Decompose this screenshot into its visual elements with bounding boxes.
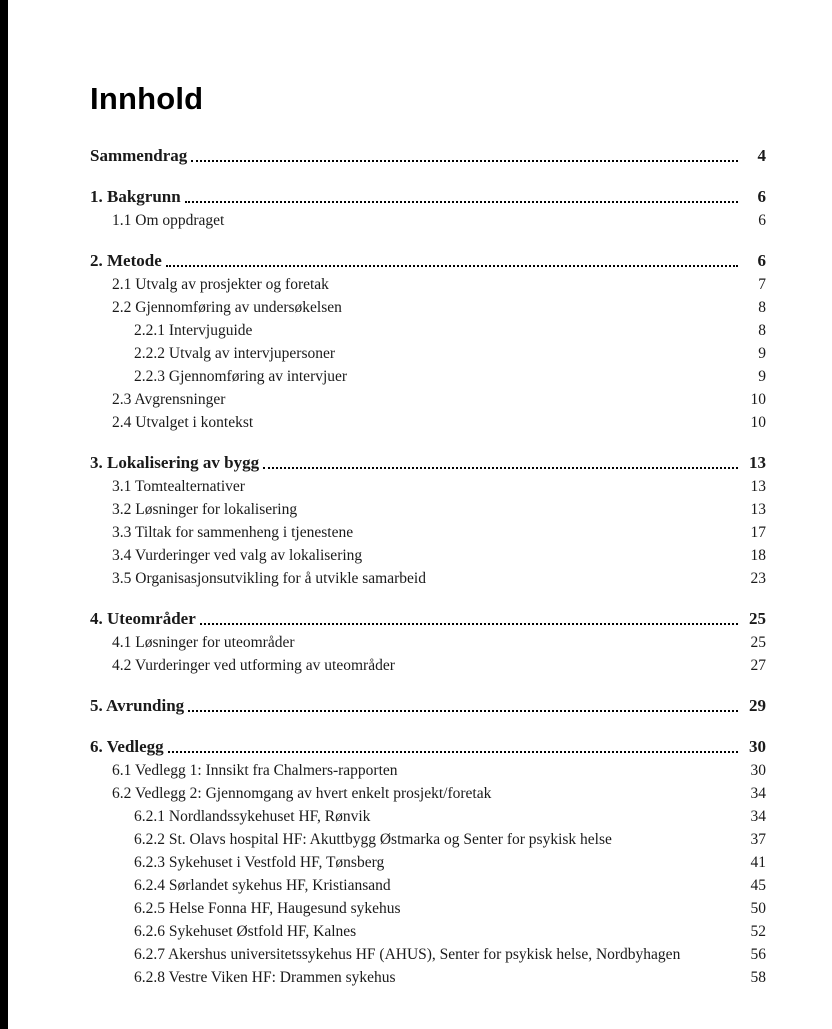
- toc-entry-label: 1. Bakgrunn: [90, 187, 181, 207]
- toc-page-number: 6: [757, 187, 766, 207]
- toc-entry[interactable]: [90, 567, 766, 590]
- toc-page-number: 7: [758, 276, 766, 294]
- toc-entry-label: 6.2.7 Akershus universitetssykehus HF (AHUS), Senter for psykisk helse, Nordbyhagen: [134, 946, 681, 964]
- toc-entry[interactable]: [90, 365, 766, 388]
- toc-page-number: 6: [757, 251, 766, 271]
- toc-entry[interactable]: [90, 411, 766, 434]
- toc-entry-label: 2.4 Utvalget i kontekst: [112, 414, 254, 432]
- toc-entry-label: 6.2.8 Vestre Viken HF: Drammen sykehus: [134, 969, 396, 987]
- toc-entry-label: Sammendrag: [90, 146, 188, 166]
- toc-entry-label: 2.2.2 Utvalg av intervjupersoner: [134, 345, 336, 363]
- toc-entry-label: 4.1 Løsninger for uteområder: [112, 634, 295, 652]
- toc-page-number: 27: [750, 657, 766, 675]
- toc-dot-leader: [188, 710, 738, 712]
- toc-page-number: 25: [750, 634, 766, 652]
- toc-entry-label: 3.1 Tomtealternativer: [112, 478, 245, 496]
- toc-page-number: 13: [750, 478, 766, 496]
- toc-entry-label: 6.2.2 St. Olavs hospital HF: Akuttbygg Østmarka og Senter for psykisk helse: [134, 831, 612, 849]
- toc-page-number: 18: [750, 547, 766, 565]
- toc-entry-label: 6.1 Vedlegg 1: Innsikt fra Chalmers-rapporten: [112, 762, 398, 780]
- toc-entry-label: 6.2 Vedlegg 2: Gjennomgang av hvert enkelt prosjekt/foretak: [112, 785, 492, 803]
- toc-entry[interactable]: [90, 296, 766, 319]
- toc-page-number: 29: [749, 696, 766, 716]
- toc-dot-leader: [263, 467, 738, 469]
- toc-entry[interactable]: [90, 920, 766, 943]
- toc-page-number: 25: [749, 609, 766, 629]
- toc-entry-label: 6.2.6 Sykehuset Østfold HF, Kalnes: [134, 923, 357, 941]
- toc-page-number: 13: [749, 453, 766, 473]
- toc-entry[interactable]: [90, 735, 766, 759]
- toc-page-number: 50: [750, 900, 766, 918]
- toc-entry-label: 2. Metode: [90, 251, 162, 271]
- toc-page-number: 23: [750, 570, 766, 588]
- toc-page-number: 34: [750, 808, 766, 826]
- toc-page-number: 30: [749, 737, 766, 757]
- toc-entry[interactable]: [90, 185, 766, 209]
- toc-entry-label: 2.3 Avgrensninger: [112, 391, 226, 409]
- toc-page-number: 10: [750, 391, 766, 409]
- toc-entry[interactable]: [90, 851, 766, 874]
- toc-entry-label: 2.2 Gjennomføring av undersøkelsen: [112, 299, 342, 317]
- toc-page-number: 8: [758, 299, 766, 317]
- toc-entry[interactable]: [90, 319, 766, 342]
- toc-entry[interactable]: [90, 209, 766, 232]
- toc-entry-label: 5. Avrunding: [90, 696, 185, 716]
- toc-entry[interactable]: [90, 249, 766, 273]
- toc-entry-label: 2.2.3 Gjennomføring av intervjuer: [134, 368, 348, 386]
- toc-entry[interactable]: [90, 631, 766, 654]
- toc-page-number: 17: [750, 524, 766, 542]
- toc-dot-leader: [185, 201, 738, 203]
- toc-entry-label: 3. Lokalisering av bygg: [90, 453, 260, 473]
- toc-entry[interactable]: [90, 874, 766, 897]
- toc-entry-label: 3.5 Organisasjonsutvikling for å utvikle samarbeid: [112, 570, 426, 588]
- toc-dot-leader: [168, 751, 738, 753]
- toc-entry-label: 2.1 Utvalg av prosjekter og foretak: [112, 276, 329, 294]
- toc-page-number: 8: [758, 322, 766, 340]
- toc-entry[interactable]: [90, 521, 766, 544]
- toc-dot-leader: [200, 623, 738, 625]
- toc-entry[interactable]: [90, 388, 766, 411]
- toc-entry-label: 6.2.5 Helse Fonna HF, Haugesund sykehus: [134, 900, 401, 918]
- toc-entry[interactable]: [90, 654, 766, 677]
- toc-page-number: 9: [758, 368, 766, 386]
- toc-dot-leader: [166, 265, 738, 267]
- toc-entry-label: 6.2.4 Sørlandet sykehus HF, Kristiansand: [134, 877, 391, 895]
- toc-page-number: 9: [758, 345, 766, 363]
- toc-page-number: 6: [758, 212, 766, 230]
- page-title: Innhold: [90, 81, 204, 116]
- toc-entry[interactable]: [90, 498, 766, 521]
- toc-page-number: 4: [757, 146, 766, 166]
- toc-entry[interactable]: [90, 805, 766, 828]
- toc-entry[interactable]: [90, 544, 766, 567]
- toc-page-number: 56: [750, 946, 766, 964]
- toc-list: [90, 144, 766, 989]
- toc-entry[interactable]: [90, 694, 766, 718]
- toc-entry-label: 3.2 Løsninger for lokalisering: [112, 501, 298, 519]
- toc-entry[interactable]: [90, 607, 766, 631]
- toc-page-number: 45: [750, 877, 766, 895]
- toc-page-number: 52: [750, 923, 766, 941]
- toc-page-number: 30: [750, 762, 766, 780]
- toc-entry[interactable]: [90, 897, 766, 920]
- toc-entry-label: 1.1 Om oppdraget: [112, 212, 225, 230]
- toc-entry[interactable]: [90, 943, 766, 966]
- toc-entry-label: 6.2.3 Sykehuset i Vestfold HF, Tønsberg: [134, 854, 385, 872]
- toc-entry[interactable]: [90, 273, 766, 296]
- toc-page-number: 58: [750, 969, 766, 987]
- toc-page-number: 37: [750, 831, 766, 849]
- toc-page-number: 10: [750, 414, 766, 432]
- toc-entry[interactable]: [90, 475, 766, 498]
- toc-page-number: 34: [750, 785, 766, 803]
- toc-entry[interactable]: [90, 966, 766, 989]
- toc-entry-label: 3.3 Tiltak for sammenheng i tjenestene: [112, 524, 354, 542]
- toc-entry-label: 6. Vedlegg: [90, 737, 164, 757]
- toc-dot-leader: [191, 160, 738, 162]
- toc-entry[interactable]: [90, 144, 766, 168]
- toc-entry-label: 4. Uteområder: [90, 609, 196, 629]
- toc-entry[interactable]: [90, 451, 766, 475]
- toc-entry[interactable]: [90, 828, 766, 851]
- toc-page-number: 13: [750, 501, 766, 519]
- toc-entry[interactable]: [90, 342, 766, 365]
- toc-entry[interactable]: [90, 759, 766, 782]
- toc-entry-label: 2.2.1 Intervjuguide: [134, 322, 253, 340]
- toc-entry-label: 3.4 Vurderinger ved valg av lokalisering: [112, 547, 363, 565]
- toc-entry[interactable]: [90, 782, 766, 805]
- toc-page-number: 41: [750, 854, 766, 872]
- toc-entry-label: 4.2 Vurderinger ved utforming av uteområder: [112, 657, 395, 675]
- toc-entry-label: 6.2.1 Nordlandssykehuset HF, Rønvik: [134, 808, 371, 826]
